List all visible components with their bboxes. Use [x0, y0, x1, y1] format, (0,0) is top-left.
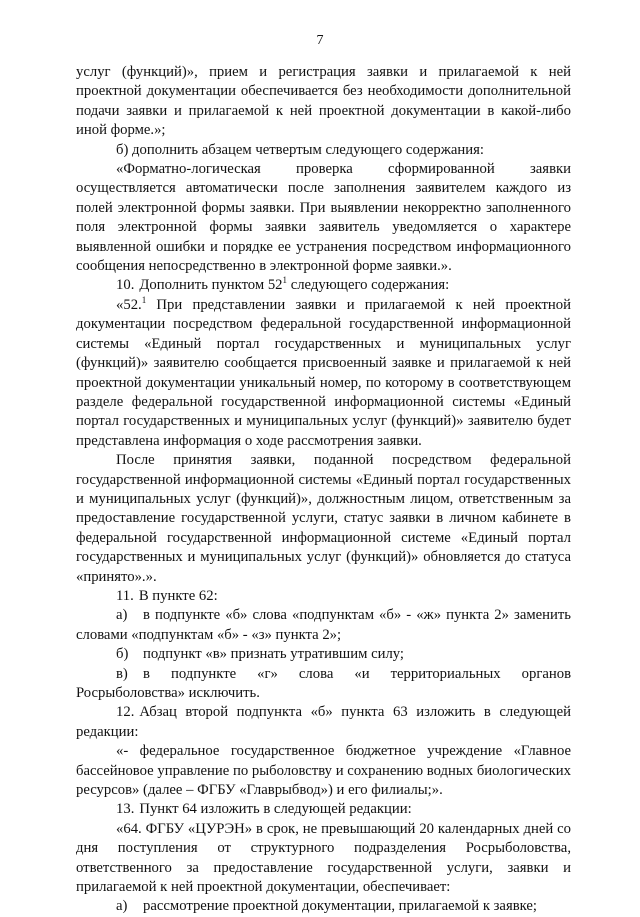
- item-12: [76, 703, 571, 742]
- subitem-v: [76, 665, 571, 704]
- superscript: 1: [141, 294, 147, 305]
- subitem-b-intro: [76, 141, 571, 160]
- paragraph-text: Дополнить пунктом 52: [139, 277, 283, 294]
- paragraph-text: следующего содержания:: [287, 277, 450, 294]
- page-number: 7: [316, 33, 324, 48]
- quoted-glavrybvod-paragraph: [76, 742, 571, 800]
- paragraph-text: «52.: [116, 296, 142, 313]
- paragraph-text: рассмотрение проектной документации, прилагаемой к заявке;: [143, 898, 538, 915]
- paragraph-text: «64. ФГБУ «ЦУРЭН» в срок, не превышающий 20 календарных дней со дня поступления от структурного подразделения Росрыболовства, ответственного за предоставление государственной услуги, заявки и прилагаемой к ней проектной документации, обеспечивает:: [76, 820, 571, 896]
- list-marker: б): [116, 646, 129, 663]
- paragraph-text: Абзац второй подпункта «б» пункта 63 изложить в следующей редакции:: [76, 704, 571, 740]
- item-number: 10.: [116, 277, 135, 294]
- paragraph-text: в подпункте «г» слова «и территориальных органов Росрыболовства» исключить.: [76, 665, 571, 701]
- paragraph-text: В пункте 62:: [138, 587, 218, 604]
- paragraph-text: Пункт 64 изложить в следующей редакции:: [139, 801, 412, 818]
- subitem-b: [76, 645, 571, 664]
- subitem-a-review: [76, 897, 571, 916]
- paragraph-text: подпункт «в» признать утратившим силу;: [143, 646, 405, 663]
- list-marker: в): [116, 665, 128, 682]
- paragraph-text: услуг (функций)», прием и регистрация заявки и прилагаемой к ней проектной документации обеспечивается без необходимости дополнительной подачи заявки и прилагаемой к ней проектной документации в какой-либо иной форме.»;: [76, 64, 571, 139]
- superscript: 1: [282, 275, 288, 286]
- list-marker: а): [116, 607, 128, 624]
- item-number: 12.: [116, 704, 135, 721]
- paragraph-text: После принятия заявки, поданной посредством федеральной государственной информационной системы «Единый портал государственных и муниципальных услуг (функций)», должностным лицом, ответственным за предоставление государственной услуги, статус заявки в личном кабинете в федеральной государственной информационной системе «Единый портал государственных и муниципальных услуг (функций)» обновляется до статуса «принято».».: [76, 452, 571, 585]
- item-11: [76, 587, 571, 606]
- quoted-point-64: [76, 820, 571, 898]
- paragraph-text: «- федеральное государственное бюджетное учреждение «Главное бассейновое управление по рыболовству и сохранению водных биологических ресурсов» (далее – ФГБУ «Главрыбвод») и его филиалы;».: [76, 743, 571, 799]
- paragraph-after-acceptance: [76, 451, 571, 587]
- document-body: [76, 63, 571, 917]
- paragraph-text: «Форматно-логическая проверка сформированной заявки осуществляется автоматически после заполнения заявителем каждого из полей электронной формы заявки. При выявлении некорректно заполненного поля электронной формы заявки заявитель уведомляется о характере выявленной ошибки и порядке ее устранения посредством информационного сообщения непосредственно в электронной форме заявки.».: [76, 161, 571, 275]
- paragraph-continuation: [76, 63, 571, 141]
- quoted-point-52-1: [76, 296, 571, 451]
- subitem-a: [76, 606, 571, 645]
- paragraph-text: При представлении заявки и прилагаемой к ней проектной документации посредством федеральной государственной информационной системы «Единый портал государственных и муниципальных услуг (функций)» заявителю сообщается присвоенный заявке и прилагаемой к ней проектной документации уникальный номер, по которому в соответствующем разделе федеральной государственной информационной системы «Единый портал государственных и муниципальных услуг (функций)» заявителю будет представлена информация о ходе рассмотрения заявки.: [76, 296, 571, 449]
- quoted-paragraph-format-check: [76, 160, 571, 276]
- list-marker: а): [116, 898, 128, 915]
- paragraph-text: б) дополнить абзацем четвертым следующего содержания:: [116, 141, 484, 158]
- item-13: [76, 800, 571, 819]
- item-10: [76, 276, 571, 295]
- paragraph-text: в подпункте «б» слова «подпунктам «б» - «ж» пункта 2» заменить словами «подпунктам «б» - «з» пункта 2»;: [76, 607, 571, 643]
- item-number: 11.: [116, 587, 134, 604]
- item-number: 13.: [116, 801, 135, 818]
